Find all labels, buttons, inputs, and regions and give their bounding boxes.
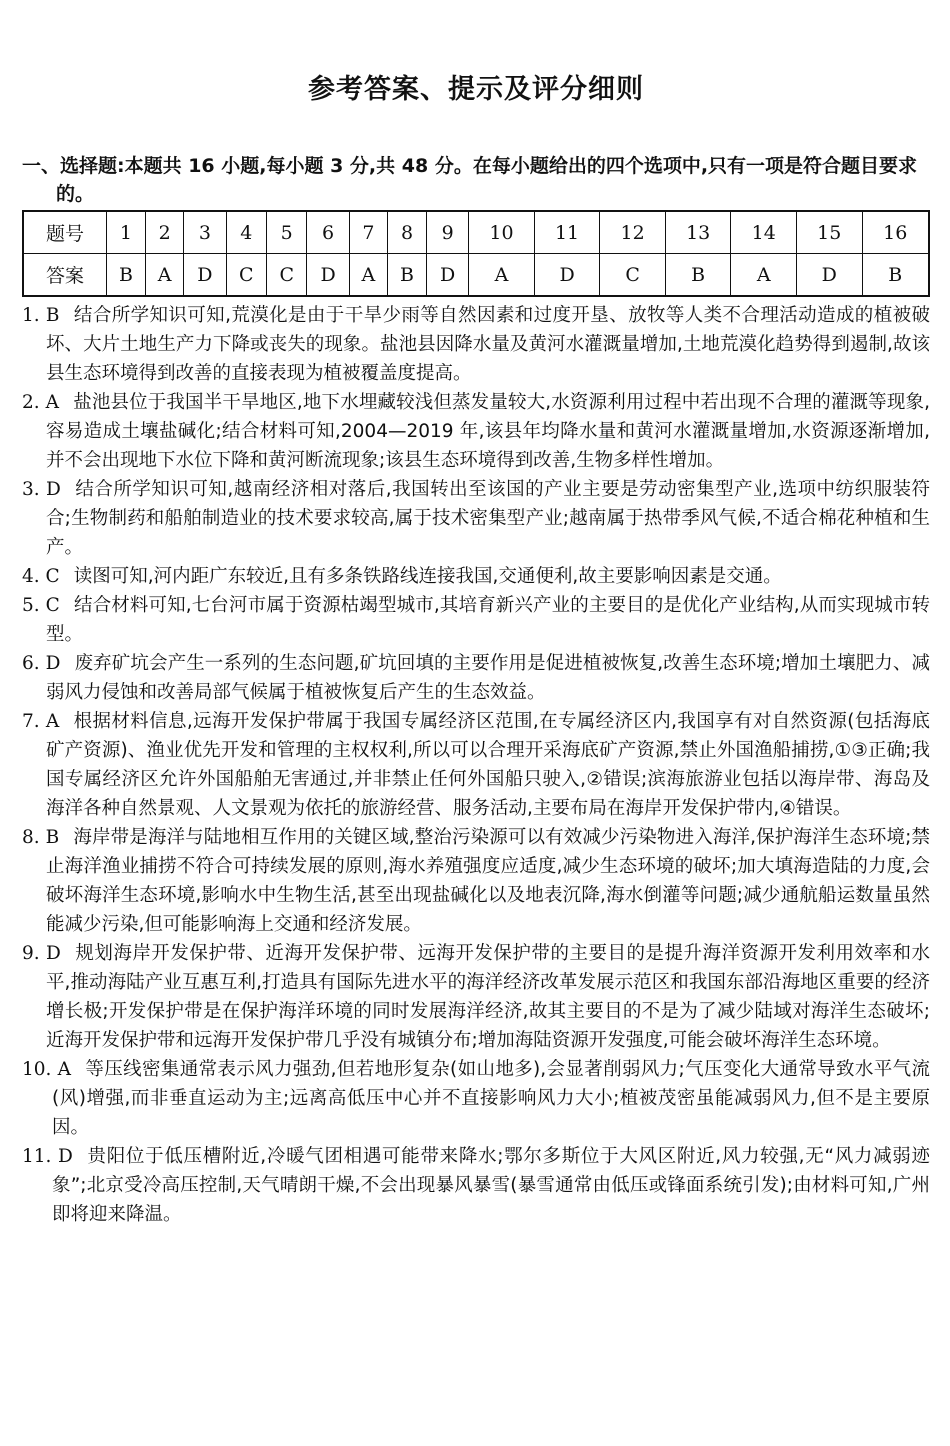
explanation-label: 10. A — [22, 1059, 72, 1080]
answer-cell: A — [731, 254, 797, 297]
explanation-item — [22, 388, 930, 475]
question-number-cell: 10 — [469, 211, 535, 254]
explanation-label: 4. C — [22, 566, 60, 587]
answer-cell: C — [600, 254, 666, 297]
question-number-cell: 2 — [145, 211, 183, 254]
explanation-item — [22, 301, 930, 388]
row-label-question-number: 题号 — [23, 211, 107, 254]
explanation-label: 5. C — [22, 595, 60, 616]
answer-cell: C — [226, 254, 266, 297]
question-number-cell: 6 — [307, 211, 349, 254]
explanation-label: 9. D — [22, 943, 61, 964]
explanation-text: 读图可知,河内距广东较近,且有多条铁路线连接我国,交通便利,故主要影响因素是交通。 — [73, 566, 782, 587]
explanation-label: 3. D — [22, 479, 61, 500]
explanation-item — [22, 591, 930, 649]
explanation-text: 废弃矿坑会产生一系列的生态问题,矿坑回填的主要作用是促进植被恢复,改善生态环境;增加土壤肥力、减弱风力侵蚀和改善局部气候属于植被恢复后产生的生态效益。 — [46, 653, 930, 703]
explanation-text: 结合材料可知,七台河市属于资源枯竭型城市,其培育新兴产业的主要目的是优化产业结构,从而实现城市转型。 — [46, 595, 930, 645]
question-number-cell: 8 — [388, 211, 427, 254]
explanation-item — [22, 1142, 930, 1229]
answer-cell: B — [665, 254, 731, 297]
question-number-cell: 16 — [862, 211, 929, 254]
explanation-text: 海岸带是海洋与陆地相互作用的关键区域,整治污染源可以有效减少污染物进入海洋,保护海洋生态环境;禁止海洋渔业捕捞不符合可持续发展的原则,海水养殖强度应适度,减少生态环境的破坏;加大填海造陆的力度,会破坏海洋生态环境,影响水中生物生活,甚至出现盐碱化以及地表沉降,海水倒灌等问题;减少通航船运数量虽然能减少污染,但可能影响海上交通和经济发展。 — [46, 827, 930, 935]
explanation-label: 1. B — [22, 305, 60, 326]
answer-cell: C — [267, 254, 307, 297]
explanation-item — [22, 1055, 930, 1142]
explanation-label: 6. D — [22, 653, 61, 674]
question-number-cell: 9 — [427, 211, 469, 254]
explanation-item — [22, 562, 930, 591]
explanation-label: 8. B — [22, 827, 60, 848]
explanation-label: 2. A — [22, 392, 60, 413]
explanation-item — [22, 475, 930, 562]
section-heading-multiple-choice: 一、选择题:本题共 16 小题,每小题 3 分,共 48 分。在每小题给出的四个选项中,只有一项是符合题目要求的。 — [22, 155, 918, 205]
explanation-text: 根据材料信息,远海开发保护带属于我国专属经济区范围,在专属经济区内,我国享有对自然资源(包括海底矿产资源)、渔业优先开发和管理的主权权利,所以可以合理开采海底矿产资源,禁止外国渔船捕捞,①③正确;我国专属经济区允许外国船舶无害通过,并非禁止任何外国船只驶入,②错误;滨海旅游业包括以海岸带、海岛及海洋各种自然景观、人文景观为依托的旅游经营、服务活动,主要布局在海岸开发保护带内,④错误。 — [46, 711, 930, 819]
question-number-cell: 13 — [665, 211, 731, 254]
explanation-text: 规划海岸开发保护带、近海开发保护带、远海开发保护带的主要目的是提升海洋资源开发利用效率和水平,推动海陆产业互惠互利,打造具有国际先进水平的海洋经济改革发展示范区和我国东部沿海地区重要的经济增长极;开发保护带是在保护海洋环境的同时发展海洋经济,故其主要目的不是为了减少陆域对海洋生态破坏;近海开发保护带和远海开发保护带几乎没有城镇分布;增加海陆资源开发强度,可能会破坏海洋生态环境。 — [46, 943, 930, 1051]
explanation-text: 结合所学知识可知,越南经济相对落后,我国转出至该国的产业主要是劳动密集型产业,选项中纺织服装符合;生物制药和船舶制造业的技术要求较高,属于技术密集型产业;越南属于热带季风气候,不适合棉花种植和生产。 — [46, 479, 930, 558]
answer-cell: D — [307, 254, 349, 297]
answer-cell: D — [184, 254, 226, 297]
explanation-text: 等压线密集通常表示风力强劲,但若地形复杂(如山地多),会显著削弱风力;气压变化大通常导致水平气流(风)增强,而非垂直运动为主;远离高低压中心并不直接影响风力大小;植被茂密虽能减弱风力,但不是主要原因。 — [52, 1059, 930, 1138]
question-number-cell: 7 — [349, 211, 387, 254]
answer-cell: B — [107, 254, 146, 297]
answer-cell: D — [796, 254, 862, 297]
explanation-list — [22, 301, 930, 1229]
question-number-cell: 4 — [226, 211, 266, 254]
answer-cell: A — [145, 254, 183, 297]
question-number-row — [23, 211, 929, 254]
question-number-cell: 1 — [107, 211, 146, 254]
answer-table — [22, 210, 930, 297]
explanation-item — [22, 707, 930, 823]
explanation-label: 7. A — [22, 711, 60, 732]
answer-cell: B — [388, 254, 427, 297]
explanation-item — [22, 823, 930, 939]
question-number-cell: 14 — [731, 211, 797, 254]
answer-cell: D — [534, 254, 600, 297]
answer-row — [23, 254, 929, 297]
explanation-text: 贵阳位于低压槽附近,冷暖气团相遇可能带来降水;鄂尔多斯位于大风区附近,风力较强,无“风力减弱迹象”;北京受冷高压控制,天气晴朗干燥,不会出现暴风暴雪(暴雪通常由低压或锋面系统引发);由材料可知,广州即将迎来降温。 — [52, 1146, 931, 1225]
question-number-cell: 11 — [534, 211, 600, 254]
answer-cell: A — [469, 254, 535, 297]
question-number-cell: 3 — [184, 211, 226, 254]
explanation-label: 11. D — [22, 1146, 73, 1167]
explanation-item — [22, 939, 930, 1055]
question-number-cell: 12 — [600, 211, 666, 254]
explanation-text: 结合所学知识可知,荒漠化是由于干旱少雨等自然因素和过度开垦、放牧等人类不合理活动造成的植被破坏、大片土地生产力下降或丧失的现象。盐池县因降水量及黄河水灌溉量增加,土地荒漠化趋势得到遏制,故该县生态环境得到改善的直接表现为植被覆盖度提高。 — [46, 305, 930, 384]
answer-cell: D — [427, 254, 469, 297]
row-label-answer: 答案 — [23, 254, 107, 297]
answer-cell: B — [862, 254, 929, 297]
answer-cell: A — [349, 254, 387, 297]
explanation-text: 盐池县位于我国半干旱地区,地下水埋藏较浅但蒸发量较大,水资源利用过程中若出现不合理的灌溉等现象,容易造成土壤盐碱化;结合材料可知,2004—2019 年,该县年均降水量和黄河水灌溉量增加,水资源逐渐增加,并不会出现地下水位下降和黄河断流现象;该县生态环境得到改善,生物多样性增加。 — [46, 392, 930, 471]
page-title: 参考答案、提示及评分细则 — [308, 74, 644, 105]
question-number-cell: 5 — [267, 211, 307, 254]
explanation-item — [22, 649, 930, 707]
question-number-cell: 15 — [796, 211, 862, 254]
